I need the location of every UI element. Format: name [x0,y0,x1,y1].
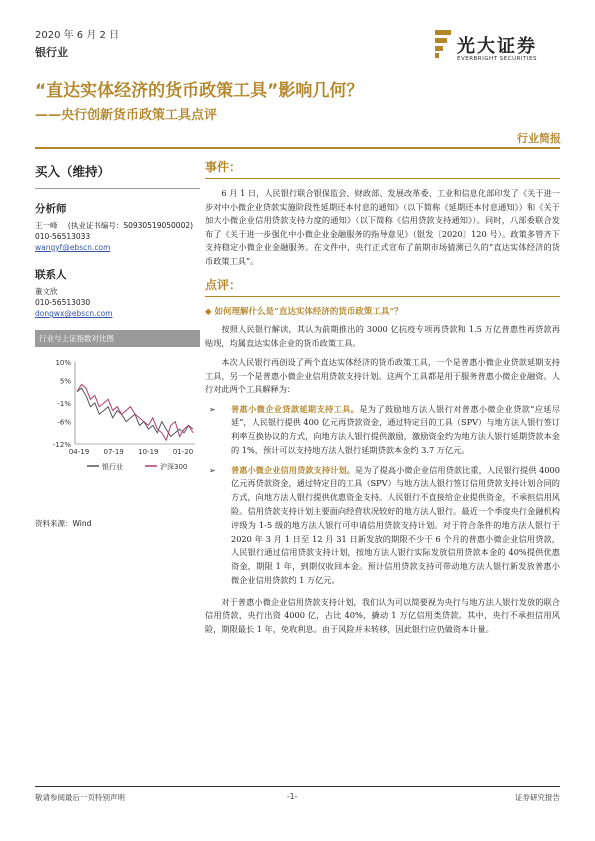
analyst-line [35,220,200,231]
y-tick-label: -6% [57,418,71,427]
paragraph-2: 本次人民银行再创设了两个直达实体经济的货币政策工具，一个是普惠小微企业贷款延期支持工具，另一个是普惠小微企业信用贷款支持计划。这两个工具都是用于服务普惠小微企业融资。人行对此两个工具解释为： [205,357,560,394]
chart-title: 行业与上证指数对比图 [35,330,200,347]
x-tick-label: 04-19 [68,448,90,456]
event-paragraph: 6 月 1 日，人民银行联合银保监会、财政部、发展改革委、工业和信息化部印发了《关于进一步对中小微企业贷款实施阶段性延期还本付息的通知》（以下简称《延期还本付息通知》）和《关于加大小微企业信用贷款支持力度的通知》（以下简称《信用贷款支持通知》）。同时，八部委联合发布了《关于进一步强化中小微企业金融服务的指导意见》（银发〔2020〕120 号）。政策多管齐下支持稳定小微企业金融服务。在文件中，央行正式宣布了前期市场猜测已久的“直达实体经济的货币政策工具”。 [205,188,560,266]
comment-heading: 点评： [205,276,560,297]
report-subtitle: ——央行创新货币政策工具点评 [35,108,218,123]
comparison-chart [35,330,200,471]
page-number: -1- [287,792,298,801]
x-tick-label: 07-19 [103,448,124,456]
legend-label: 沪深300 [160,463,188,471]
logo-mark-icon [435,30,451,58]
rating: 买入（维持） [35,164,111,179]
arrow-bullet-icon: ➢ [209,465,216,475]
arrow-bullet-icon: ➢ [209,404,216,414]
paragraph-3: 对于普惠小微企业信用贷款支持计划，我们认为可以简要视为央行与地方法人银行发放的联合信用贷款，央行出资 4000 亿，占比 40%，撬动 1 万亿信用类贷款。其中，央行不承担信用风险，期限最长 1 年，免收利息。由于风险并未转移，因此银行应仍做资本计量。 [205,596,560,634]
footer-report-type: 证券研究报告 [515,793,560,802]
bullet-2-heading: 普惠小微企业信用贷款支持计划。 [231,464,355,475]
chart-source: 资料来源：Wind [35,519,92,528]
y-tick-label: -12% [52,441,71,449]
analyst-phone: 010-56513033 [35,232,91,241]
logo-text-cn: 光大证券 [457,36,537,57]
industry-label: 银行业 [35,46,68,59]
contact-label: 联系人 [35,269,67,281]
y-tick-label: 10% [55,359,71,367]
x-tick-label: 10-19 [138,448,159,456]
y-tick-label: -1% [57,400,71,408]
main-content [205,158,560,636]
event-heading: 事件： [205,158,560,179]
report-title: “直达实体经济的货币政策工具”影响几何？ [35,81,364,101]
analyst-email-link[interactable]: wangyf@ebscn.com [35,243,111,252]
contact-phone: 010-56513030 [35,298,91,307]
chart-svg [35,347,200,507]
analyst-name: 王一峰 [35,221,58,230]
bullet-1-body: 是为了鼓励地方法人银行对普惠小微企业贷款“应延尽延”，人民银行提供 400 亿元再贷款资金，通过特定目的工具（SPV）与地方法人银行签订利率互换协议的方式，向地方法人银行提供激励，激励资金约为地方法人银行延期贷款本金的 1%，预计可以支持地方法人银行延期贷款本金约 3.7 万亿元。 [231,403,560,455]
analyst-label: 分析师 [35,203,67,215]
report-date: 2020 年 6 月 2 日 [35,30,120,41]
question-heading: ◆ 如何理解什么是“直达实体经济的货币政策工具”？ [205,307,403,317]
contact-email-link[interactable]: dongwx@ebscn.com [35,309,113,318]
contact-name: 董文欣 [35,287,58,296]
legend-label: 银行业 [102,463,123,471]
footer-divider [35,786,560,787]
rating-divider [35,188,200,189]
footer-disclaimer: 敬请参阅最后一页特别声明 [35,793,125,802]
report-type: 行业简报 [517,132,561,145]
company-logo [435,30,565,70]
paragraph-1: 按照人民银行解读，其认为前期推出的 3000 亿抗疫专项再贷款和 1.5 万亿普惠性再贷款再贴现，均属直达实体企业的货币政策工具。 [205,324,560,348]
analyst-cert: (执业证书编号：S0930519050002) [67,221,194,230]
x-tick-label: 01-20 [172,448,194,456]
bullet-2-body: 是为了提高小微企业信用贷款比重，人民银行提供 4000 亿元再贷款资金，通过特定目的工具（SPV）与地方法人银行签订信用贷款支持计划合同的方式，向地方法人银行提供优惠资金支持。人民银行不直接给企业提供资金，不承担信用风险。信用贷款支持计划主要面向经营状况较好的地方法人银行。最近一个季度央行金融机构评级为 1-5 级的地方法人银行可申请信用贷款支持计划。对于符合条件的地方法人银行于 2020 年 3 月 1 日至 12 月 31 日新发放的期限不少于 6 个月的普惠小微企业信用贷款，人民银行通过信用贷款支持计划，按地方法人银行实际发放信用贷款本金的 40%提供优惠资金，期限 1 年，到期仅收回本金。预计信用贷款支持可带动地方法人银行新发放普惠小微企业信用贷款约 1 万亿元。 [231,464,560,586]
bullet-1-heading: 普惠小微企业贷款延期支持工具。 [231,403,360,414]
logo-text-en: EVERBRIGHT SECURITIES [457,56,537,62]
sidebar [35,155,200,319]
bullet-item-2 [205,464,560,588]
title-divider [35,147,560,149]
bullet-item-1 [205,403,560,458]
y-tick-label: 5% [59,377,71,386]
